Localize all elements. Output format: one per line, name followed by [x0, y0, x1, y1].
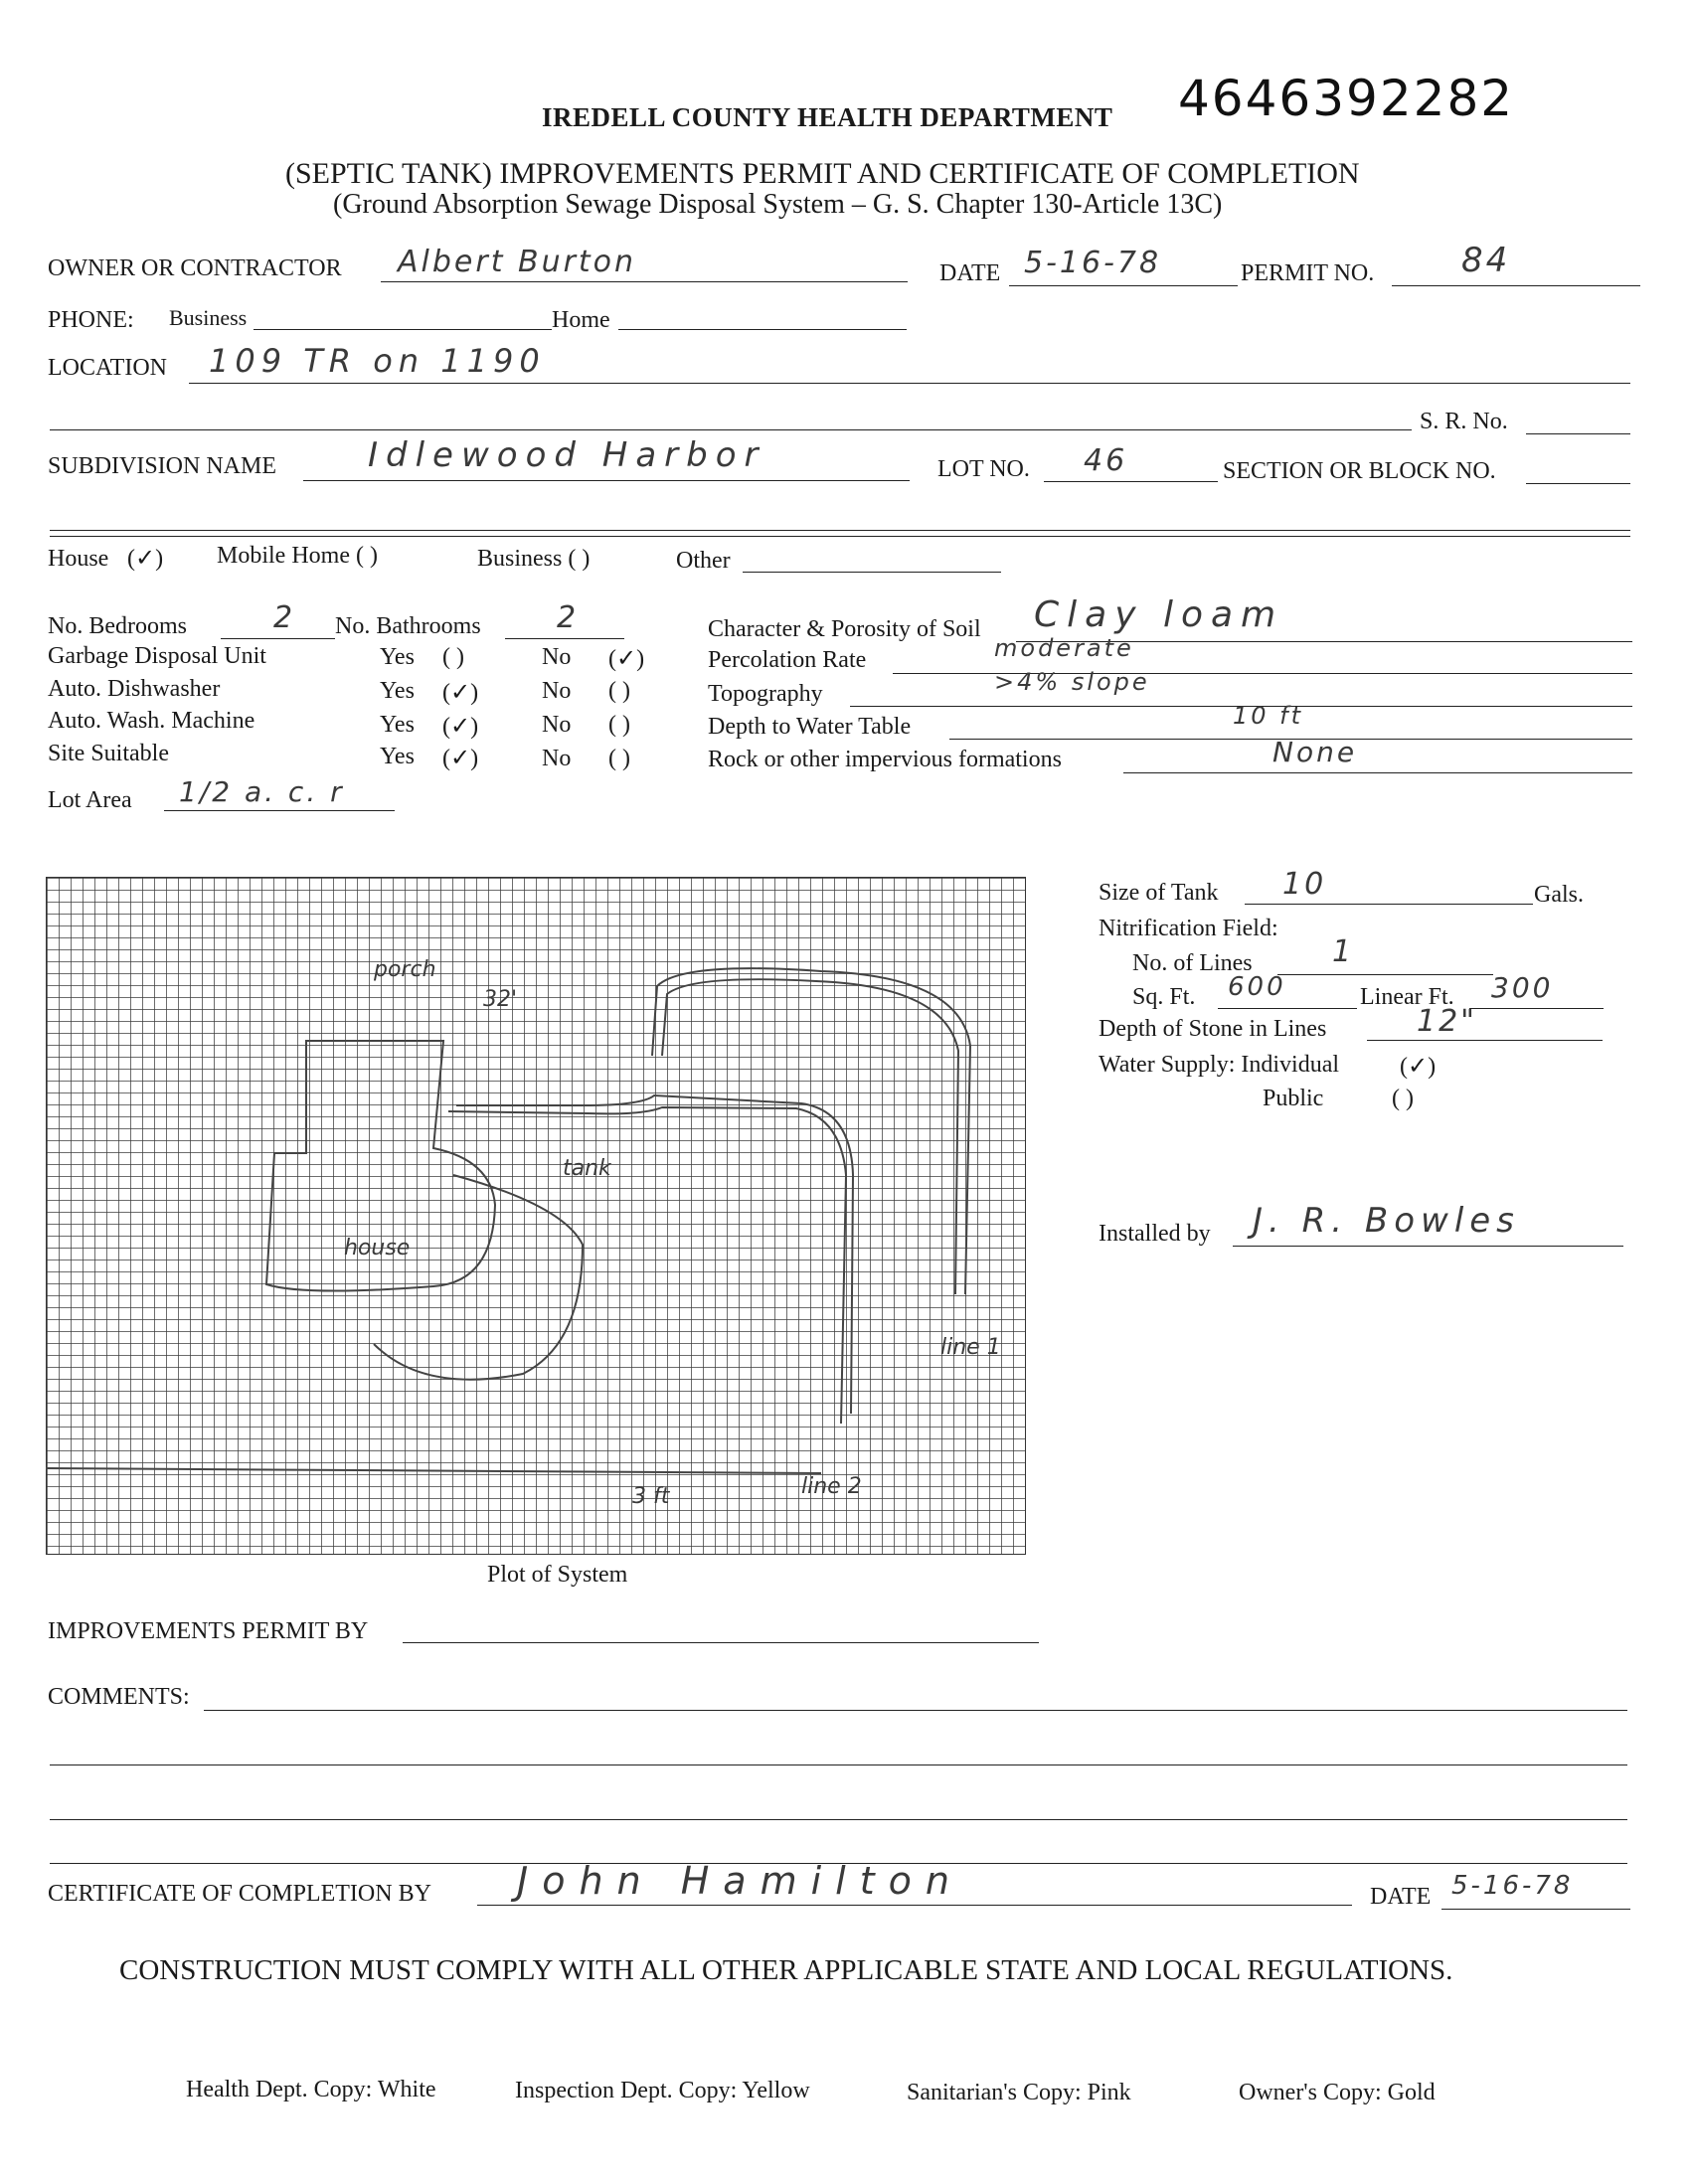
subdivision-line — [303, 480, 910, 481]
site-no: No — [542, 746, 572, 771]
pin-number: 4646392282 — [1178, 70, 1515, 127]
location-label: LOCATION — [48, 355, 167, 381]
installed-line — [1233, 1246, 1623, 1247]
garbage-no: No — [542, 644, 572, 670]
bedrooms-label: No. Bedrooms — [48, 613, 187, 639]
owner-value[interactable]: Albert Burton — [398, 245, 637, 279]
cert-signature[interactable]: John Hamilton — [517, 1859, 963, 1903]
dishwasher-no-box[interactable]: ( ) — [608, 678, 630, 704]
garbage-no-box[interactable]: (✓) — [608, 646, 645, 672]
permit-no-value[interactable]: 84 — [1461, 241, 1511, 280]
sr-no-label: S. R. No. — [1420, 409, 1508, 434]
business-phone-label: Business — [169, 305, 248, 330]
plot-sketch — [46, 877, 1024, 1593]
cert-date-label: DATE — [1370, 1884, 1432, 1910]
linear-line — [1469, 1008, 1604, 1009]
topo-value[interactable]: >4% slope — [994, 668, 1150, 696]
sr-blank-line — [50, 429, 1412, 430]
date-value[interactable]: 5-16-78 — [1024, 246, 1162, 280]
subdivision-label: SUBDIVISION NAME — [48, 453, 277, 479]
line-two — [652, 968, 970, 1294]
washer-no: No — [542, 712, 572, 738]
gals-label: Gals. — [1534, 882, 1584, 908]
garbage-yes: Yes — [380, 644, 415, 670]
permit-no-line — [1392, 285, 1640, 286]
house-check[interactable]: (✓) — [127, 546, 164, 572]
compliance-notice: CONSTRUCTION MUST COMPLY WITH ALL OTHER APPLICABLE STATE AND LOCAL REGULATIONS. — [119, 1954, 1453, 1986]
line-two-label: line 2 — [801, 1474, 862, 1499]
house-label: House — [48, 546, 109, 572]
linear-label: Linear Ft. — [1360, 984, 1454, 1010]
section-line — [1526, 483, 1630, 484]
dim-32-label: 32' — [483, 987, 518, 1012]
water-public-label: Public — [1263, 1086, 1324, 1111]
dishwasher-yes: Yes — [380, 678, 415, 704]
topo-label: Topography — [708, 681, 823, 707]
dishwasher-no: No — [542, 678, 572, 704]
line-one-label: line 1 — [940, 1335, 1001, 1360]
rock-value[interactable]: None — [1272, 736, 1358, 768]
line-one — [456, 1095, 853, 1414]
site-yes: Yes — [380, 744, 415, 769]
installed-value[interactable]: J. R. Bowles — [1253, 1201, 1520, 1241]
bedrooms-value[interactable]: 2 — [273, 600, 296, 635]
permit-by-line — [403, 1642, 1039, 1643]
water-individual-box[interactable]: (✓) — [1400, 1054, 1437, 1080]
other-label: Other — [676, 548, 731, 574]
comments-line-2 — [50, 1764, 1627, 1765]
tank-curve — [374, 1175, 583, 1380]
lot-no-line — [1044, 481, 1218, 482]
linear-value[interactable]: 300 — [1491, 971, 1554, 1004]
washer-yes-box[interactable]: (✓) — [442, 714, 479, 740]
tank-size-value[interactable]: 10 — [1282, 867, 1327, 902]
copy-inspection: Inspection Dept. Copy: Yellow — [515, 2078, 810, 2103]
location-line — [189, 383, 1630, 384]
other-line — [743, 572, 1001, 573]
permit-no-label: PERMIT NO. — [1241, 260, 1375, 286]
dishwasher-yes-box[interactable]: (✓) — [442, 680, 479, 706]
comments-line-3 — [50, 1819, 1627, 1820]
location-value[interactable]: 109 TR on 1190 — [209, 342, 546, 380]
water-table-value[interactable]: 10 ft — [1233, 702, 1304, 730]
tank-size-label: Size of Tank — [1099, 880, 1219, 906]
stone-depth-value[interactable]: 12" — [1417, 1004, 1477, 1039]
home-phone-line — [618, 329, 907, 330]
bathrooms-label: No. Bathrooms — [335, 613, 481, 639]
owner-label: OWNER OR CONTRACTOR — [48, 255, 342, 281]
business-phone-line — [254, 329, 552, 330]
installed-label: Installed by — [1099, 1221, 1211, 1247]
water-public-box[interactable]: ( ) — [1392, 1086, 1414, 1111]
lot-area-line — [164, 810, 395, 811]
lines-line — [1277, 974, 1493, 975]
nitrification-label: Nitrification Field: — [1099, 916, 1278, 941]
perc-label: Percolation Rate — [708, 647, 867, 673]
lot-area-value[interactable]: 1/2 a. c. r — [179, 775, 345, 808]
tank-label: tank — [563, 1156, 611, 1181]
sr-no-line — [1526, 433, 1630, 434]
home-phone-label: Home — [552, 307, 610, 333]
site-yes-box[interactable]: (✓) — [442, 746, 479, 771]
copy-health: Health Dept. Copy: White — [186, 2077, 436, 2102]
lines-value[interactable]: 1 — [1332, 934, 1355, 969]
cert-by-line — [477, 1905, 1352, 1906]
form-subtitle: (Ground Absorption Sewage Disposal System – G. S. Chapter 130-Article 13C) — [333, 189, 1223, 220]
divider-top — [50, 530, 1630, 531]
porch-label: porch — [374, 957, 436, 982]
water-supply-label: Water Supply: Individual — [1099, 1052, 1340, 1078]
comments-line-1 — [204, 1710, 1627, 1711]
business-option[interactable]: Business ( ) — [477, 546, 591, 572]
date-line — [1009, 285, 1238, 286]
bathrooms-value[interactable]: 2 — [557, 600, 580, 635]
copy-owner: Owner's Copy: Gold — [1239, 2080, 1436, 2105]
house-label: house — [344, 1236, 411, 1260]
soil-value[interactable]: Clay loam — [1034, 594, 1284, 635]
garbage-yes-box[interactable]: ( ) — [442, 644, 464, 670]
form-title: (SEPTIC TANK) IMPROVEMENTS PERMIT AND CERTIFICATE OF COMPLETION — [285, 157, 1360, 190]
stone-depth-label: Depth of Stone in Lines — [1099, 1016, 1327, 1042]
owner-line — [381, 281, 908, 282]
agency-name: IREDELL COUNTY HEALTH DEPARTMENT — [542, 102, 1113, 132]
lines-label: No. of Lines — [1132, 950, 1253, 976]
lot-no-value[interactable]: 46 — [1084, 443, 1128, 478]
site-label: Site Suitable — [48, 741, 169, 766]
road-line — [46, 1468, 821, 1473]
perc-value[interactable]: moderate — [994, 634, 1134, 662]
sqft-label: Sq. Ft. — [1132, 984, 1196, 1010]
permit-by-label: IMPROVEMENTS PERMIT BY — [48, 1618, 369, 1644]
rock-label: Rock or other impervious formations — [708, 747, 1062, 772]
cert-by-label: CERTIFICATE OF COMPLETION BY — [48, 1881, 431, 1907]
section-label: SECTION OR BLOCK NO. — [1223, 458, 1496, 484]
rock-line — [1123, 772, 1632, 773]
sqft-value[interactable]: 600 — [1228, 972, 1286, 1002]
bathrooms-line — [505, 638, 624, 639]
washer-no-box[interactable]: ( ) — [608, 712, 630, 738]
water-table-label: Depth to Water Table — [708, 714, 912, 740]
garbage-label: Garbage Disposal Unit — [48, 643, 266, 669]
soil-label: Character & Porosity of Soil — [708, 616, 981, 642]
lot-no-label: LOT NO. — [937, 456, 1030, 482]
washer-label: Auto. Wash. Machine — [48, 708, 255, 734]
comments-label: COMMENTS: — [48, 1684, 190, 1710]
dishwasher-label: Auto. Dishwasher — [48, 676, 221, 702]
copy-sanitarian: Sanitarian's Copy: Pink — [907, 2080, 1131, 2105]
mobile-home-option[interactable]: Mobile Home ( ) — [217, 543, 378, 569]
washer-yes: Yes — [380, 712, 415, 738]
stone-depth-line — [1367, 1040, 1603, 1041]
tank-size-line — [1245, 904, 1533, 905]
bedrooms-line — [221, 638, 335, 639]
lot-area-label: Lot Area — [48, 787, 132, 813]
cert-date-value[interactable]: 5-16-78 — [1451, 1871, 1574, 1901]
date-label: DATE — [939, 260, 1001, 286]
sqft-line — [1218, 1008, 1357, 1009]
plot-caption: Plot of System — [487, 1562, 628, 1588]
phone-label: PHONE: — [48, 307, 134, 333]
line-two-b — [662, 979, 958, 1294]
divider-bottom — [50, 536, 1630, 537]
cert-date-line — [1441, 1909, 1630, 1910]
site-no-box[interactable]: ( ) — [608, 746, 630, 771]
subdivision-value[interactable]: Idlewood Harbor — [368, 435, 766, 475]
dim-ft-label: 3 ft — [632, 1484, 670, 1509]
